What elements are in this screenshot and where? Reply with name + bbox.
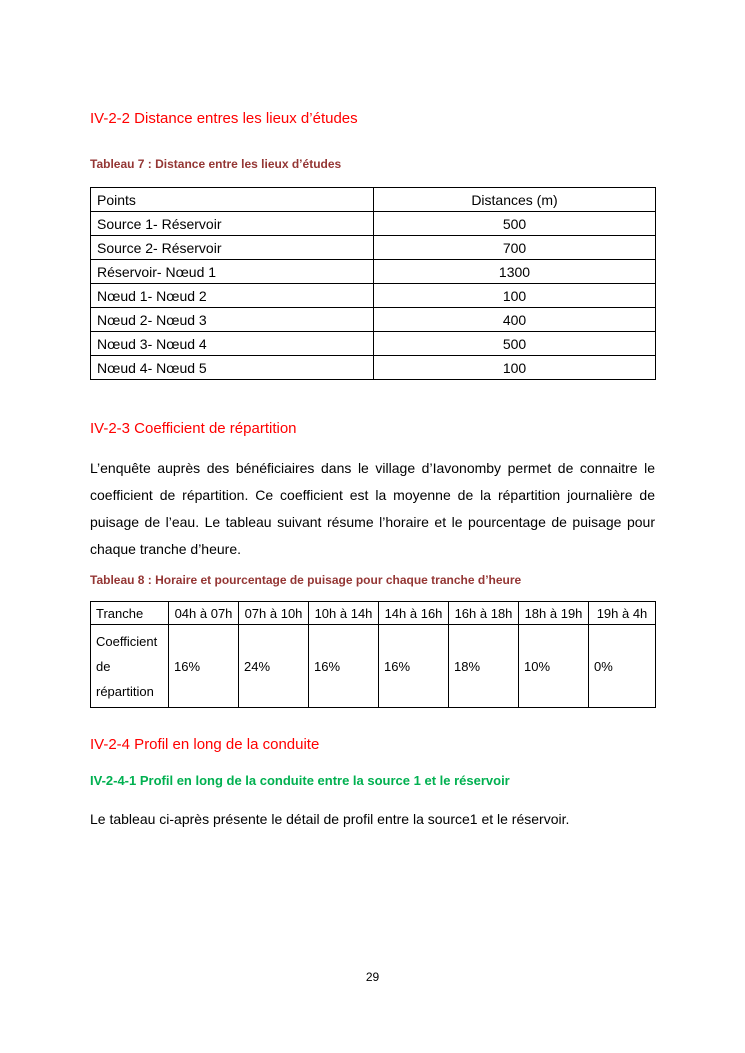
section-heading-iv-2-2: IV-2-2 Distance entres les lieux d’études xyxy=(90,110,358,127)
subsection-heading-iv-2-4-1: IV-2-4-1 Profil en long de la conduite entre la source 1 et le réservoir xyxy=(90,773,510,788)
table-cell: 16% xyxy=(379,625,449,708)
paragraph-coefficient: L’enquête auprès des bénéficiaires dans le village d’Iavonomby permet de connaitre le coefficient de répartition. Ce coefficient est la moyenne de la répartition journalière de puisage de l’eau. Le tableau suivant résume l’horaire et le pourcentage de puisage pour chaque tranche d’heure. xyxy=(90,460,655,557)
table-header-cell: 10h à 14h xyxy=(309,602,379,625)
table-row xyxy=(91,625,656,708)
section-heading-iv-2-4: IV-2-4 Profil en long de la conduite xyxy=(90,736,320,753)
table-cell: 24% xyxy=(239,625,309,708)
section-heading-iv-2-3: IV-2-3 Coefficient de répartition xyxy=(90,420,297,437)
table-cell: 400 xyxy=(374,308,656,332)
table-header-row xyxy=(91,602,656,625)
table-cell: 0% xyxy=(589,625,656,708)
table-row xyxy=(91,212,656,236)
table-cell: Réservoir- Nœud 1 xyxy=(91,260,374,284)
table-cell: 18% xyxy=(449,625,519,708)
table-distances xyxy=(90,187,656,380)
table-header-row xyxy=(91,188,656,212)
table7-caption: Tableau 7 : Distance entre les lieux d’études xyxy=(90,157,342,171)
table-row xyxy=(91,260,656,284)
table-cell: Source 2- Réservoir xyxy=(91,236,374,260)
table-cell: 10% xyxy=(519,625,589,708)
table-header-cell: Tranche xyxy=(91,602,169,625)
table-horaire-puisage xyxy=(90,601,656,708)
table-row xyxy=(91,332,656,356)
table-header-cell: Distances (m) xyxy=(374,188,656,212)
table-cell: 1300 xyxy=(374,260,656,284)
table-header-cell: 16h à 18h xyxy=(449,602,519,625)
table-cell: 500 xyxy=(374,332,656,356)
table-cell: Nœud 4- Nœud 5 xyxy=(91,356,374,380)
table-cell: Source 1- Réservoir xyxy=(91,212,374,236)
table-cell: Nœud 1- Nœud 2 xyxy=(91,284,374,308)
table-row xyxy=(91,308,656,332)
table-row xyxy=(91,284,656,308)
paragraph-profil: Le tableau ci-après présente le détail de profil entre la source1 et le réservoir. xyxy=(90,811,570,827)
page-number: 29 xyxy=(365,970,380,984)
table-cell: 700 xyxy=(374,236,656,260)
table-header-cell: 07h à 10h xyxy=(239,602,309,625)
table-cell: 500 xyxy=(374,212,656,236)
table-cell: Nœud 2- Nœud 3 xyxy=(91,308,374,332)
page-content xyxy=(90,0,655,833)
table-cell: 100 xyxy=(374,284,656,308)
table-row xyxy=(91,356,656,380)
table-cell: 16% xyxy=(169,625,239,708)
table-row xyxy=(91,236,656,260)
table-cell: Nœud 3- Nœud 4 xyxy=(91,332,374,356)
table-header-cell: 14h à 16h xyxy=(379,602,449,625)
table-header-cell: 19h à 4h xyxy=(589,602,656,625)
table8-caption: Tableau 8 : Horaire et pourcentage de puisage pour chaque tranche d’heure xyxy=(90,573,522,587)
table-cell: 100 xyxy=(374,356,656,380)
table-row-label: Coefficient de répartition xyxy=(91,625,169,708)
table-header-cell: 18h à 19h xyxy=(519,602,589,625)
table-header-cell: 04h à 07h xyxy=(169,602,239,625)
table-header-cell: Points xyxy=(91,188,374,212)
table-cell: 16% xyxy=(309,625,379,708)
